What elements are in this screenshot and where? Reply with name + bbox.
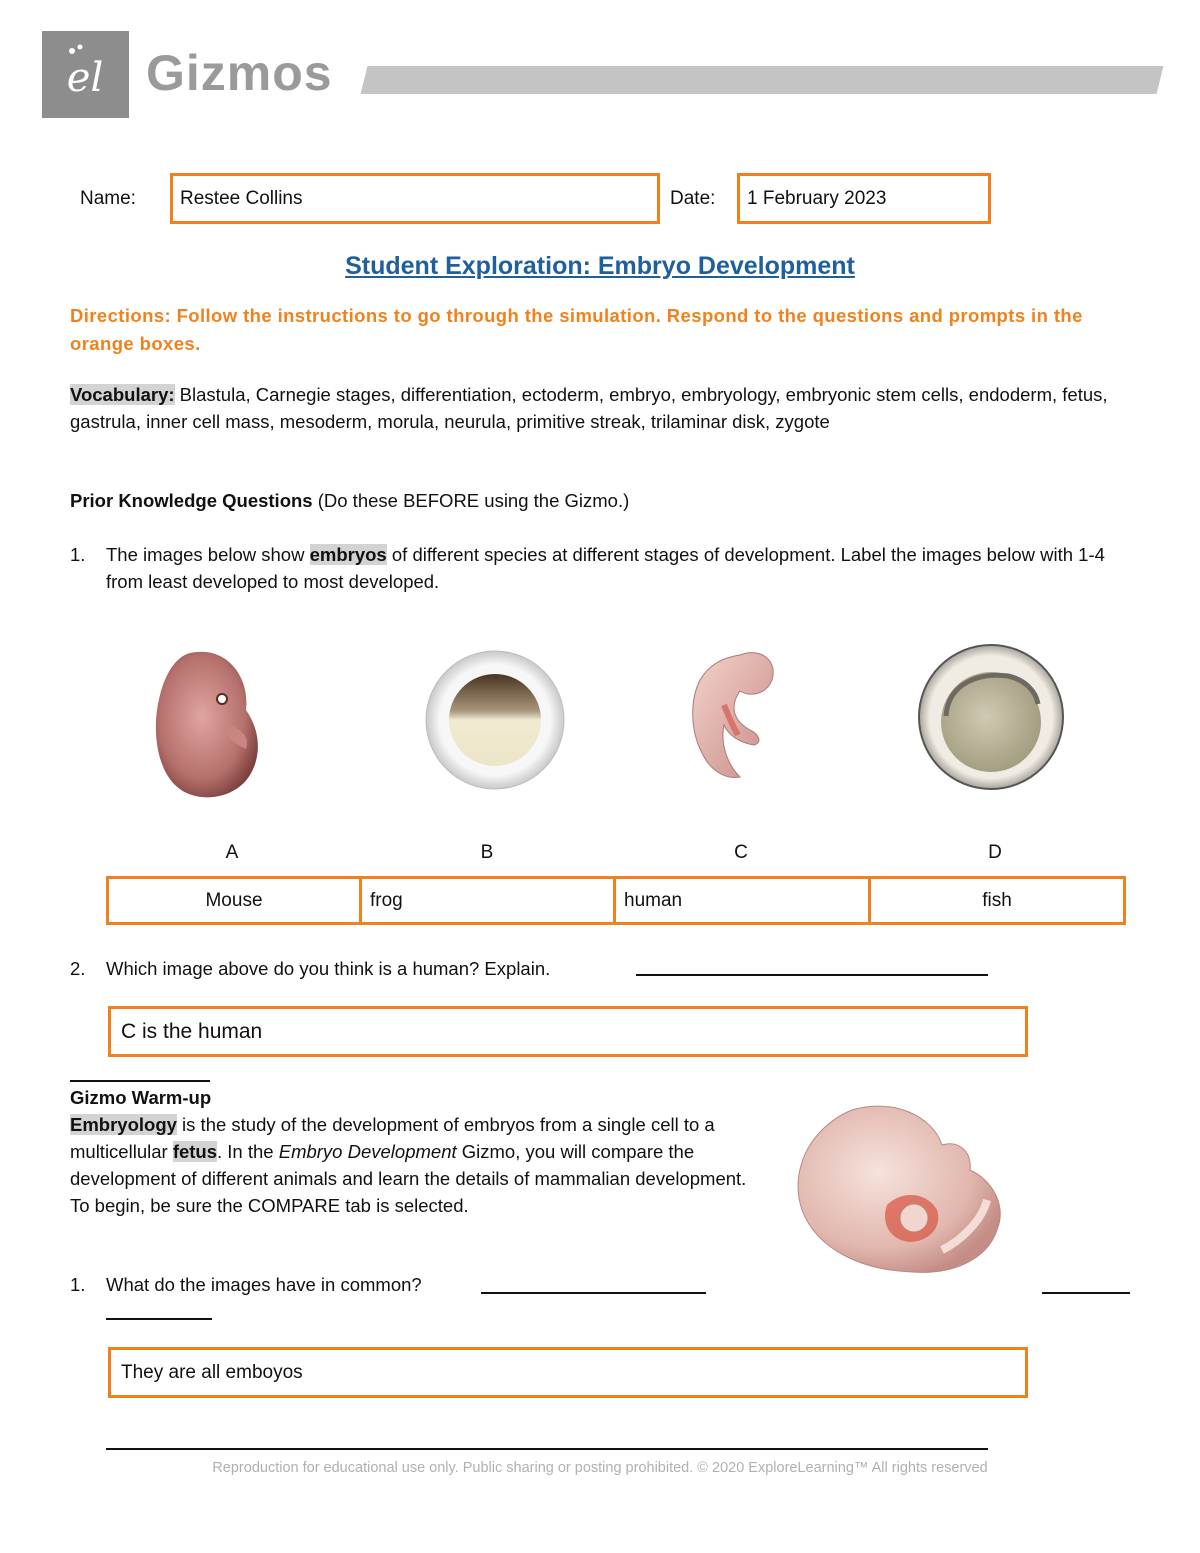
- footer-copyright: Reproduction for educational use only. Public sharing or posting prohibited. © 2020 ExploreLearning™ All rights reserved: [212, 1460, 988, 1476]
- image-letter-c: C: [734, 842, 748, 863]
- embryos-term: embryos: [309, 544, 387, 565]
- embryology-term: Embryology: [70, 1114, 177, 1135]
- question-2-number: 2.: [70, 958, 86, 979]
- image-letter-b: B: [480, 842, 494, 863]
- answer-line: [481, 1292, 706, 1294]
- date-label: Date:: [670, 188, 716, 209]
- date-value: 1 February 2023: [747, 187, 887, 209]
- date-field[interactable]: [737, 173, 991, 224]
- warmup-text-2: . In the: [217, 1141, 279, 1162]
- vocabulary: [70, 381, 1150, 435]
- question-1-text: The images below show: [106, 544, 310, 565]
- svg-text:el: el: [66, 55, 104, 101]
- name-label: Name:: [80, 188, 136, 209]
- question-2-answer: C is the human: [121, 1019, 263, 1043]
- answer-d: fish: [982, 889, 1012, 911]
- fetus-term: fetus: [172, 1141, 218, 1162]
- mammal-embryo-icon: [792, 1100, 1014, 1280]
- explorelearning-logo: [42, 31, 129, 118]
- warmup-answer: They are all emboyos: [121, 1361, 303, 1383]
- answer-cell-b[interactable]: [359, 876, 616, 925]
- prior-knowledge-note: (Do these BEFORE using the Gizmo.): [312, 490, 630, 511]
- answer-cell-d[interactable]: [868, 876, 1126, 925]
- name-value: Restee Collins: [180, 187, 303, 209]
- warmup-paragraph: [70, 1111, 760, 1219]
- mouse-embryo-icon: [150, 645, 270, 805]
- frog-embryo-icon: [425, 650, 565, 790]
- image-letter-a: A: [225, 842, 239, 863]
- image-letter-d: D: [988, 842, 1002, 863]
- name-field[interactable]: [170, 173, 660, 224]
- answer-cell-a[interactable]: [106, 876, 362, 925]
- directions: Directions: Follow the instructions to go through the simulation. Respond to the questions and prompts in the orange boxes.: [70, 305, 1083, 354]
- answer-table: [106, 876, 1126, 925]
- answer-line: [106, 1318, 212, 1320]
- answer-line: [106, 1448, 988, 1450]
- fish-embryo-icon: [918, 644, 1064, 790]
- answer-cell-c[interactable]: [613, 876, 871, 925]
- el-logo-icon: [42, 31, 129, 118]
- answer-b: frog: [370, 889, 403, 911]
- question-1: [106, 541, 1146, 595]
- warmup-heading: Gizmo Warm-up: [70, 1087, 212, 1108]
- brand-name: Gizmos: [146, 45, 333, 101]
- answer-line: [1042, 1292, 1130, 1294]
- question-1-text-end: of different species at different stages of development. Label the images below with 1-4 from least developed to most developed.: [106, 544, 1105, 592]
- question-2: Which image above do you think is a human? Explain.: [106, 958, 551, 979]
- vocabulary-text: Blastula, Carnegie stages, differentiation, ectoderm, embryo, embryology, embryonic stem cells, endoderm, fetus, gastrula, inner cell mass, mesoderm, morula, neurula, primitive streak, trilaminar disk, zygote: [70, 384, 1108, 432]
- warmup-answer-box[interactable]: [108, 1347, 1028, 1398]
- prior-knowledge-heading: [70, 487, 629, 514]
- warmup-text-1: is the study of the development of embryos from a single cell to a multicellular: [70, 1114, 715, 1162]
- prior-knowledge-title: Prior Knowledge Questions: [70, 490, 313, 511]
- header-bar: [361, 66, 1164, 94]
- warmup-text-3: Gizmo, you will compare the development of different animals and learn the details of mammalian development. To begin, be sure the COMPARE tab is selected.: [70, 1141, 747, 1216]
- gizmo-name: Embryo Development: [278, 1141, 457, 1162]
- answer-a: Mouse: [205, 889, 263, 911]
- question-number: 1.: [70, 544, 86, 565]
- warmup-question-1: What do the images have in common?: [106, 1274, 422, 1295]
- warmup-q1-number: 1.: [70, 1274, 86, 1295]
- section-divider: [70, 1080, 210, 1082]
- vocabulary-label: Vocabulary:: [70, 384, 175, 405]
- human-embryo-icon: [680, 645, 780, 785]
- question-2-answer-box[interactable]: [108, 1006, 1028, 1057]
- page-title: Student Exploration: Embryo Development: [345, 252, 855, 280]
- answer-c: human: [624, 889, 683, 911]
- answer-line: [636, 974, 988, 976]
